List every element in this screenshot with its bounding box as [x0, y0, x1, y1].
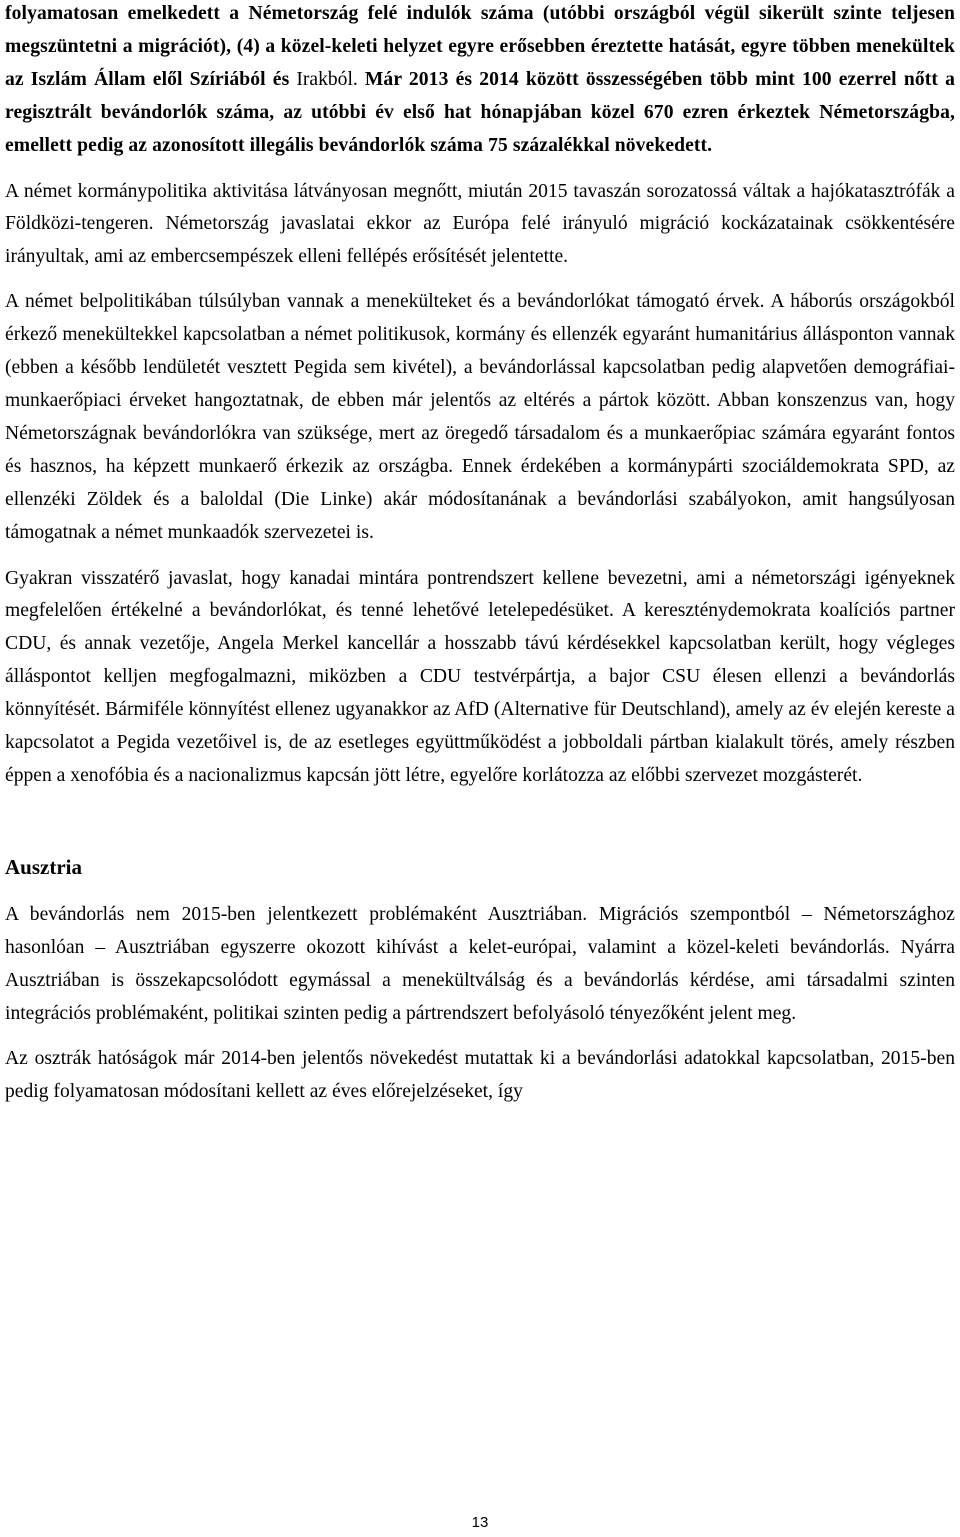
paragraph-austria-2: Az osztrák hatóságok már 2014-ben jelentős növekedést mutattak ki a bevándorlási adatokkal kapcsolatban, 2015-ben pedig folyamatosan módosítani kellett az éves előrejelzéseket, így: [5, 1048, 955, 1103]
paragraph-point-system: Gyakran visszatérő javaslat, hogy kanadai mintára pontrendszert kellene bevezetni, ami a németországi igényeknek megfelelően értékelné a bevándorlókat, és tenné lehetővé letelepedésüket. A kereszténydemokrata koalíciós partner CDU, és annak vezetője, Angela Merkel kancellár a hosszabb távú kérdésekkel kapcsolatban került, hogy végleges álláspontot kelljen megfogalmazni, miközben a CDU testvérpártja, a bajor CSU élesen ellenzi a bevándorlás könnyítését. Bármiféle könnyítést ellenez ugyanakkor az AfD (Alternative für Deutschland), amely az év elején kereste a kapcsolatot a Pegida vezetőivel is, de az esetleges együttműködést a jobboldali pártban kialakult törés, amely részben éppen a xenofóbia és a nacionalizmus kapcsán jött létre, egyelőre korlátozza az előbbi szervezet mozgásterét.: [5, 567, 955, 786]
paragraph-austria-1: A bevándorlás nem 2015-ben jelentkezett problémaként Ausztriában. Migrációs szempontból – Németországhoz hasonlóan – Ausztriában egyszerre okozott kihívást a kelet-európai, valamint a közel-keleti bevándorlás. Nyárra Ausztriában is összekapcsolódott egymással a menekültválság és a bevándorlás kérdése, ami társadalmi szinten integrációs problémaként, politikai szinten pedig a pártrendszert befolyásoló tényezőként jelent meg.: [5, 903, 955, 1024]
paragraph-policy: A német kormánypolitika aktivitása látványosan megnőtt, miután 2015 tavaszán sorozatossá váltak a hajókatasztrófák a Földközi-tengeren. Németország javaslatai ekkor az Európa felé irányuló migráció kockázatainak csökkentésére irányultak, ami az embercsempészek elleni fellépés erősítését jelentette.: [5, 180, 955, 268]
document-body: [5, 0, 955, 1109]
paragraph-domestic-politics: A német belpolitikában túlsúlyban vannak a menekülteket és a bevándorlókat támogató érvek. A háborús országokból érkező menekültekkel kapcsolatban a német politikusok, kormány és ellenzék egyaránt humanitárius állásponton vannak (ebben a később lendületét vesztett Pegida sem kivétel), a bevándorlással kapcsolatban pedig alapvetően demográfiai-munkaerőpiaci érveket hangoztatnak, de ebben már jelentős az eltérés a pártok között. Abban konszenzus van, hogy Németországnak bevándorlókra van szüksége, mert az öregedő társadalom és a munkaerőpiac számára egyaránt fontos és hasznos, ha képzett munkaerő érkezik az országba. Ennek érdekében a kormánypárti szociáldemokrata SPD, az ellenzéki Zöldek és a baloldal (Die Linke) akár módosítanának a bevándorlási szabályokon, amit hangsúlyosan támogatnak a német munkaadók szervezetei is.: [5, 291, 955, 543]
paragraph-intro-bold: folyamatosan emelkedett a Németország felé indulók száma (utóbbi országból végül sikerült szinte teljesen megszüntetni a migrációt), (4) a közel-keleti helyzet egyre erősebben éreztette hatását, egyre többen menekültek az Iszlám Állam elől Szíriából és: [5, 3, 955, 90]
paragraph-intro-regular: Irakból.: [296, 68, 358, 90]
paragraph-intro: [5, 0, 955, 163]
page-number: 13: [471, 1514, 489, 1531]
section-heading: Ausztria: [5, 854, 82, 879]
paragraph-intro-bold-tail: Már 2013 és 2014 között összességében több mint 100 ezerrel nőtt a regisztrált bevándorlók száma, az utóbbi év első hat hónapjában közel 670 ezren érkeztek Németországba, emellett pedig az azonosított illegális bevándorlók száma 75 százalékkal növekedett.: [5, 68, 955, 156]
